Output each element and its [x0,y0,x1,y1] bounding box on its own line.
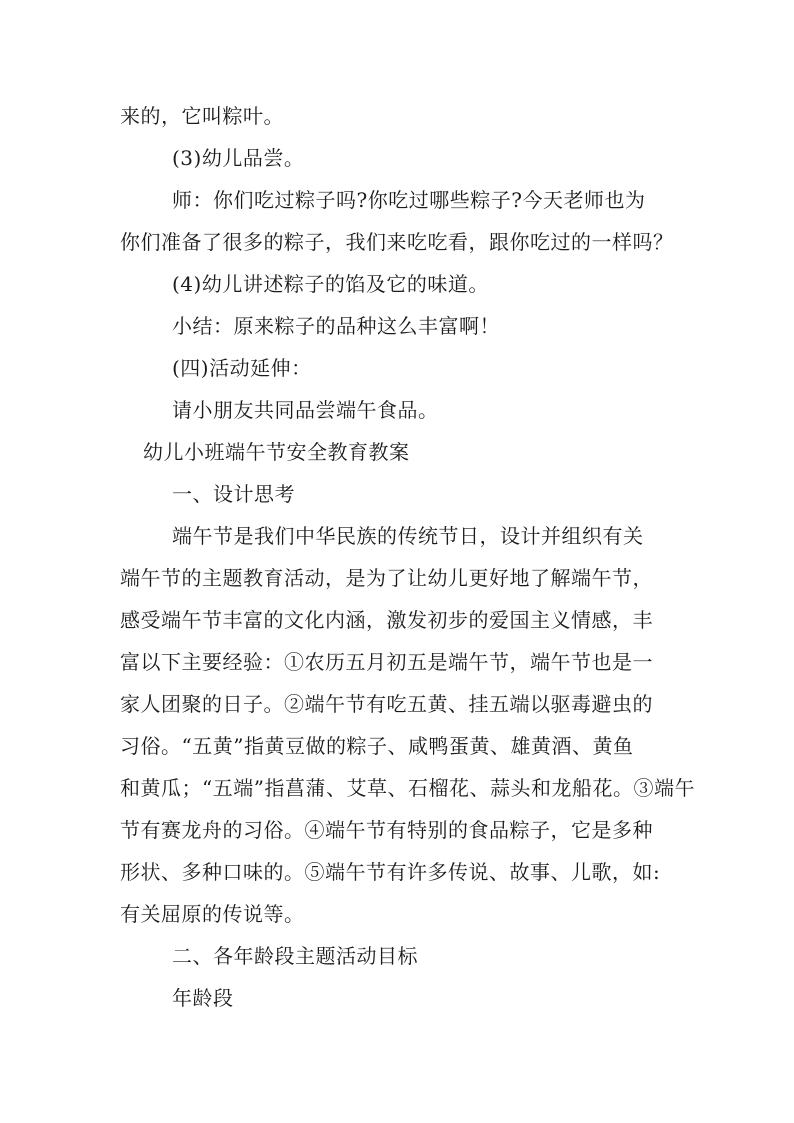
text-line: 师：你们吃过粽子吗?你吃过哪些粽子?今天老师也为 [172,188,646,212]
text-line: 节有赛龙舟的习俗。④端午节有特别的食品粽子，它是多种 [120,818,653,842]
text-line: 来的，它叫粽叶。 [120,104,284,128]
section-heading: 二、各年龄段主题活动目标 [172,944,418,968]
text-line: 形状、多种口味的。⑤端午节有许多传说、故事、儿歌，如: [120,860,661,884]
text-line: (四)活动延伸： [172,356,312,380]
text-line: 你们准备了很多的粽子，我们来吃吃看，跟你吃过的一样吗？ [120,230,674,254]
text-line: 年龄段 [172,986,234,1010]
text-line: 端午节的主题教育活动，是为了让幼儿更好地了解端午节， [120,566,653,590]
text-line: (3)幼儿品尝。 [172,146,305,170]
text-line: 请小朋友共同品尝端午食品。 [172,398,439,422]
section-title: 幼儿小班端午节安全教育教案 [143,440,410,464]
text-line: 和黄瓜；“五端”指菖蒲、艾草、石榴花、蒜头和龙船花。③端午 [120,776,695,800]
text-line: 感受端午节丰富的文化内涵，激发初步的爱国主义情感，丰 [120,608,653,632]
text-line: 端午节是我们中华民族的传统节日，设计并组织有关 [172,524,644,548]
text-line: 小结：原来粽子的品种这么丰富啊！ [172,314,500,338]
text-line: (4)幼儿讲述粽子的馅及它的味道。 [172,272,489,296]
text-line: 有关屈原的传说等。 [120,902,305,926]
text-line: 富以下主要经验：①农历五月初五是端午节，端午节也是一 [120,650,653,674]
section-heading: 一、设计思考 [172,482,295,506]
text-line: 家人团聚的日子。②端午节有吃五黄、挂五端以驱毒避虫的 [120,692,653,716]
text-line: 习俗。“五黄”指黄豆做的粽子、咸鸭蛋黄、雄黄酒、黄鱼 [120,734,634,758]
